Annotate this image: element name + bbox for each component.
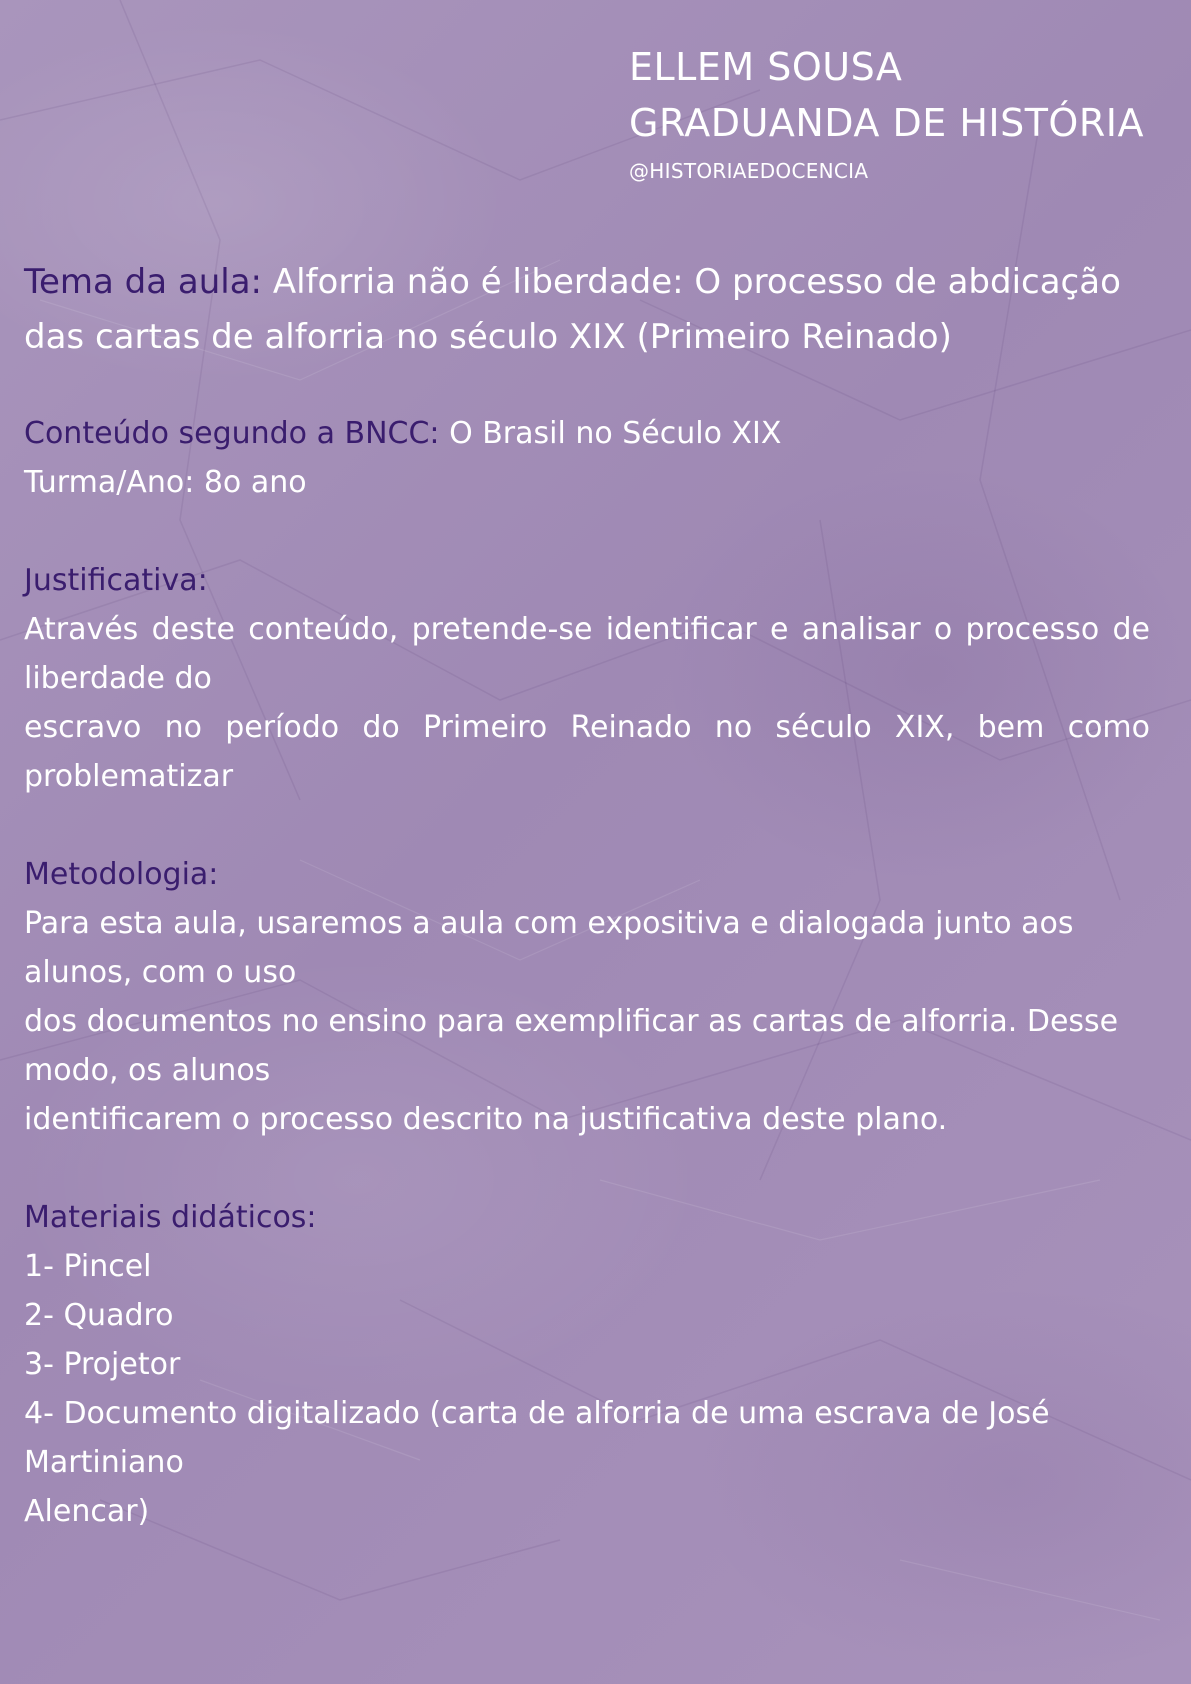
justification-line: Através deste conteúdo, pretende-se identificar e analisar o processo de liberdade do xyxy=(24,612,1150,696)
materials-item: 4- Documento digitalizado (carta de alforria de uma escrava de José Martiniano xyxy=(24,1396,1050,1480)
theme-label: Tema da aula: xyxy=(24,262,263,302)
materials-label: Materiais didáticos: xyxy=(24,1200,317,1235)
methodology-section xyxy=(24,850,1150,1144)
bncc-label: Conteúdo segundo a BNCC: xyxy=(24,416,440,451)
theme-text: Alforria não é liberdade: O processo de abdicação das cartas de alforria no século XIX (Primeiro Reinado) xyxy=(24,262,1121,357)
bncc-text: O Brasil no Século XIX xyxy=(439,416,782,451)
class-year: Turma/Ano: 8o ano xyxy=(24,465,307,500)
methodology-line: Para esta aula, usaremos a aula com expositiva e dialogada junto aos alunos, com o uso xyxy=(24,906,1074,990)
materials-item: 2- Quadro xyxy=(24,1298,174,1333)
author-header xyxy=(629,40,1144,190)
author-role: GRADUANDA DE HISTÓRIA xyxy=(629,101,1144,145)
bncc-content xyxy=(24,409,1150,458)
materials-item: 1- Pincel xyxy=(24,1249,152,1284)
social-handle: @HISTORIAEDOCENCIA xyxy=(629,159,869,183)
lesson-theme xyxy=(24,255,1150,365)
methodology-line: dos documentos no ensino para exemplificar as cartas de alforria. Desse modo, os alunos xyxy=(24,1004,1119,1088)
justification-label: Justificativa: xyxy=(24,563,208,598)
justification-line: problematizar xyxy=(24,759,234,794)
materials-item: Alencar) xyxy=(24,1494,150,1529)
materials-section xyxy=(24,1193,1150,1536)
lesson-plan xyxy=(24,255,1150,1585)
justification-line: escravo no período do Primeiro Reinado no século XIX, bem como xyxy=(24,710,1150,745)
author-name: ELLEM SOUSA xyxy=(629,45,903,89)
methodology-line: identificarem o processo descrito na justificativa deste plano. xyxy=(24,1102,948,1137)
methodology-label: Metodologia: xyxy=(24,857,219,892)
justification-section xyxy=(24,556,1150,801)
lesson-info xyxy=(24,409,1150,507)
materials-item: 3- Projetor xyxy=(24,1347,181,1382)
